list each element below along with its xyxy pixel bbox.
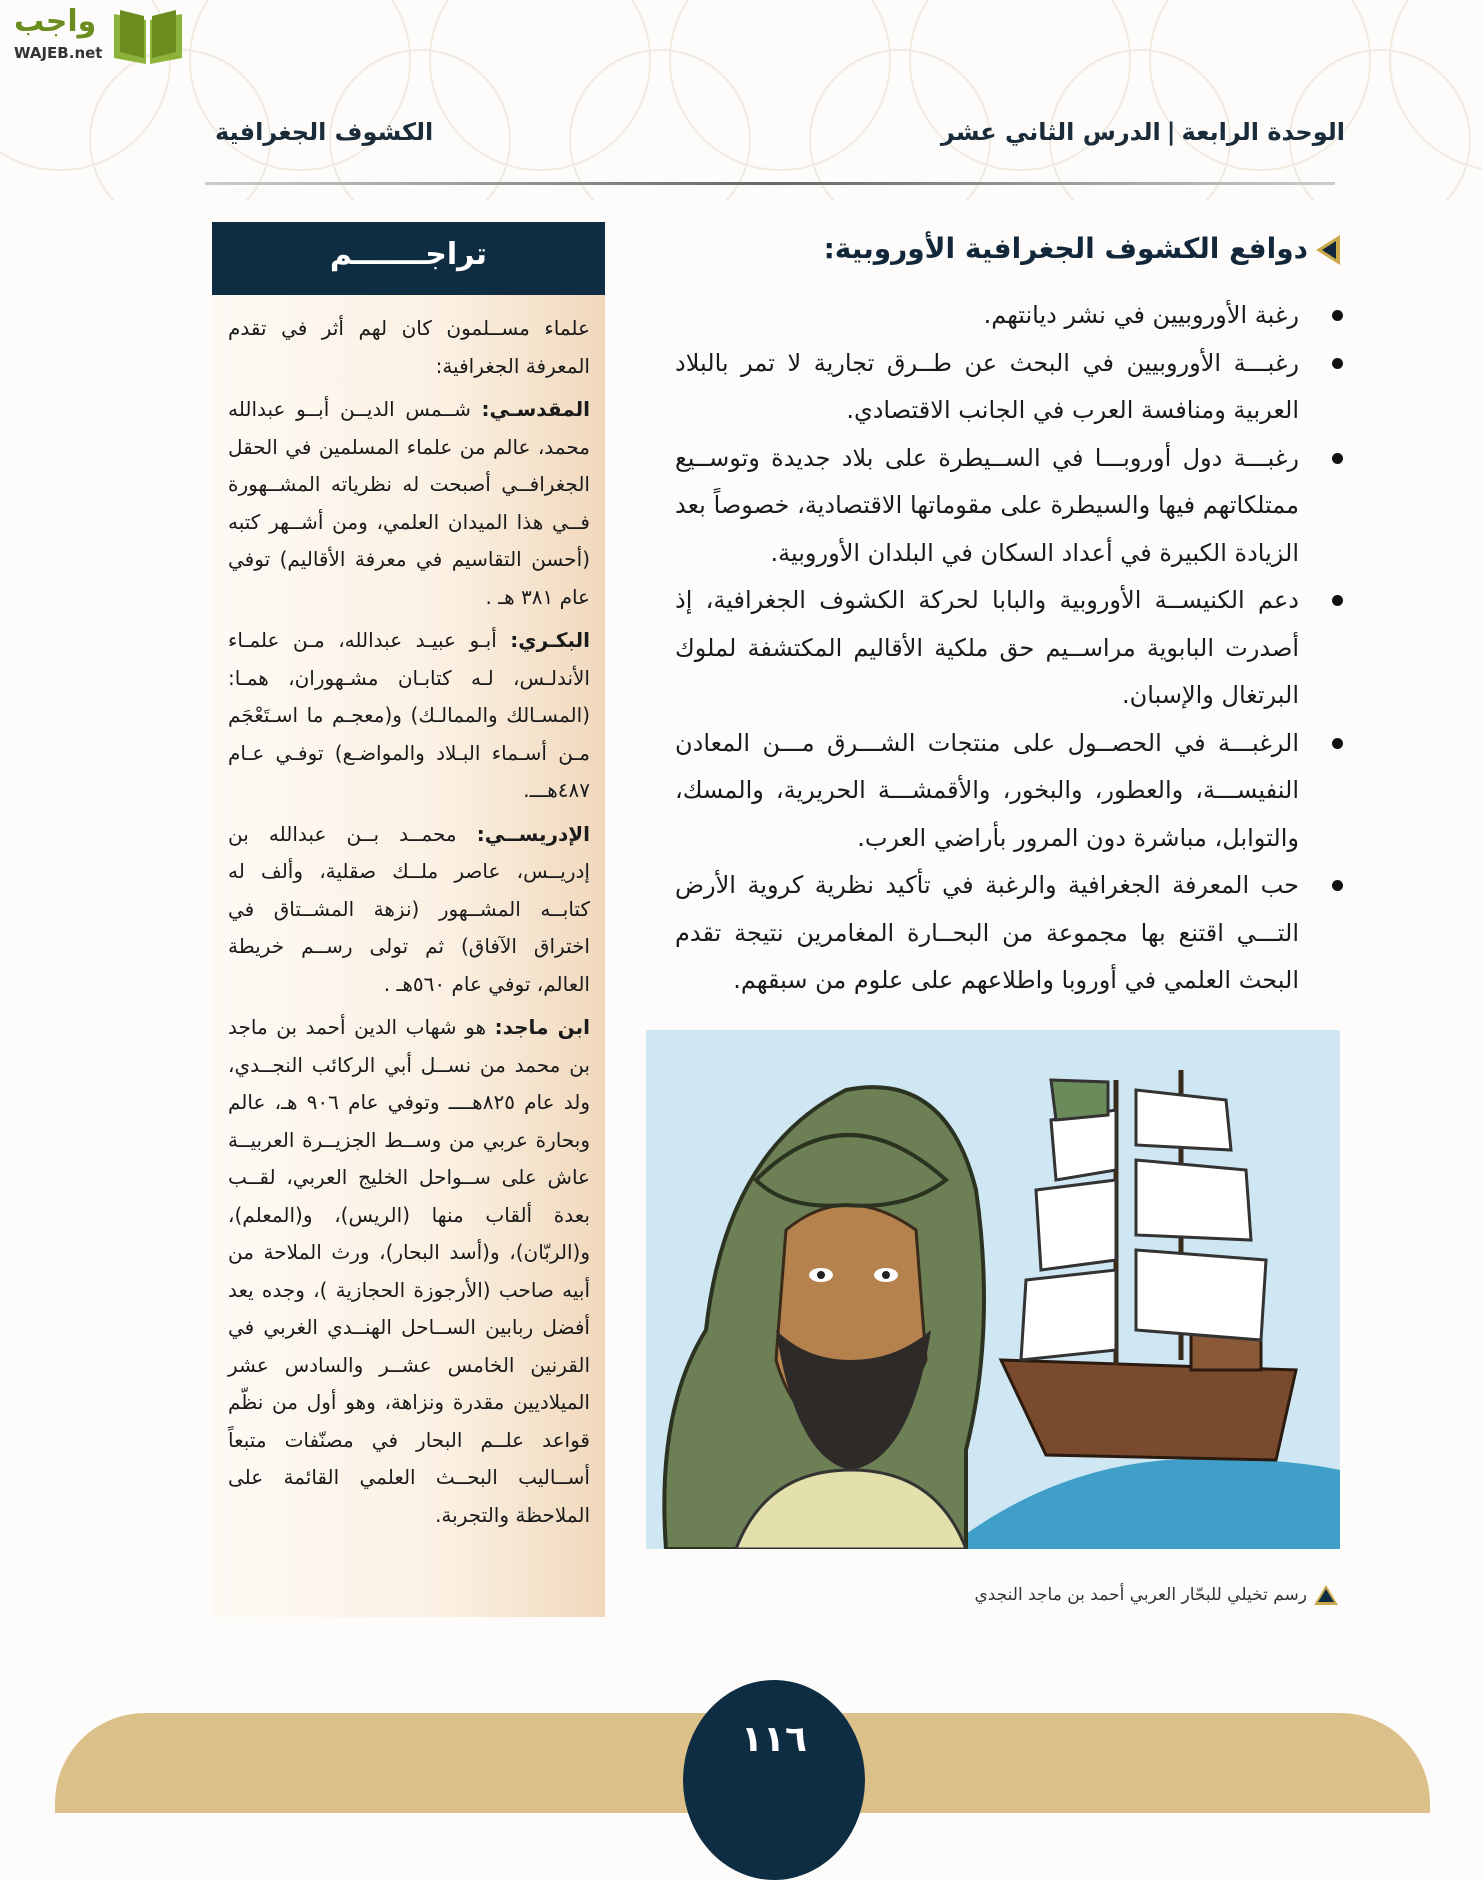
list-item: رغبة الأوروبيين في نشر ديانتهم.: [675, 292, 1345, 340]
biography-text: أبـو عبيـد عبدالله، مـن علمـاء الأندلـس، لـه كتابـان مشـهوران، همـا: (المسـالك والممالـك) و(معجـم ما اسـتَعْجَم مـن أسـماء البـلاد والمواضـع) توفـي عـام ٤٨٧هـــ.: [228, 628, 590, 802]
biography-name: البكـري:: [510, 628, 590, 652]
decorative-pattern: [0, 0, 1482, 200]
caption-text: رسم تخيلي للبحّار العربي أحمد بن ماجد النجدي: [974, 1585, 1307, 1605]
book-icon: [108, 6, 188, 66]
sidebar-title: تراجـــــــم: [212, 222, 605, 295]
triangle-marker-icon: [1316, 235, 1340, 265]
list-item: الرغبـــة في الحصــول على منتجات الشـــرق مـــن المعادن النفيســـة، والعطور، والبخور، والأقمشـــة الحريرية، والمسك، والتوابل، مباشرة دون المرور بأراضي العرب.: [675, 720, 1345, 863]
motives-list: [675, 292, 1345, 1005]
biography-name: ابن ماجد:: [494, 1015, 590, 1039]
logo-arabic: واجب: [14, 4, 97, 39]
biography-text: محمــد بــن عبدالله بن إدريــس، عاصر ملــك صقلية، وألف له كتابــه المشــهور (نزهة المشــتاق في اختراق الآفاق) ثم تولى رســم خريطة العالم، توفي عام ٥٦٠هـ .: [228, 821, 590, 996]
unit-lesson-header: [941, 118, 1345, 146]
header-separator: |: [1166, 118, 1176, 146]
list-item: رغبـــة دول أوروبـــا في الســيطرة على بلاد جديدة وتوســيع ممتلكاتهم فيها والسيطرة على مقوماتها الاقتصادية، خصوصاً بعد الزيادة الكبيرة في أعداد السكان في البلدان الأوروبية.: [675, 435, 1345, 578]
list-item: حب المعرفة الجغرافية والرغبة في تأكيد نظرية كروية الأرض التـــي اقتنع بها مجموعة من البحــارة المغامرين نتيجة تقدم البحث العلمي في أوروبا واطلاعهم على علوم من سبقهم.: [675, 862, 1345, 1005]
topic-header: الكشوف الجغرافية: [215, 118, 434, 146]
ibn-majid-illustration: [646, 1030, 1340, 1549]
section-heading-text: دوافع الكشوف الجغرافية الأوروبية:: [823, 232, 1308, 265]
list-item: رغبـــة الأوروبيين في البحث عن طــرق تجارية لا تمر بالبلاد العربية ومنافسة العرب في الجانب الاقتصادي.: [675, 340, 1345, 435]
logo-latin: WAJEB.net: [14, 44, 103, 62]
triangle-caption-icon: [1313, 1584, 1339, 1606]
biography-text: شــمس الديــن أبــو عبدالله محمد، عالم من علماء المسلمين في الحقل الجغرافــي أصبحت له نظرياته المشــهورة فــي هذا الميدان العلمي، ومن أشــهر كتبه (أحسن التقاسيم في معرفة الأقاليم) توفي عام ٣٨١ هـ .: [228, 397, 590, 609]
section-heading: [824, 232, 1340, 265]
unit-label: الوحدة الرابعة: [1181, 118, 1345, 146]
header-divider: [205, 182, 1335, 185]
biography-text: هو شهاب الدين أحمد بن ماجد بن محمد من نســل أبي الركائب النجــدي، ولد عام ٨٢٥هــــ وتوفي عام ٩٠٦ هـ، عالم وبحارة عربي من وســط الجزيــرة العربيــة عاش على ســواحل الخليج العربي، لقــب بعدة ألقاب منها (الريس)، و(المعلم)، و(الربّان)، و(أسد البحار)، ورث الملاحة من أبيه صاحب (الأرجوزة الحجازية )، وجده يعد أفضل ربابين الســاحل الهنــدي الغربي في القرنين الخامس عشــر والسادس عشر الميلاديين مقدرة ونزاهة، وهو أول من نظّم قواعد علــم البحار في مصنّفات متبعاً أســاليب البحــث العلمي القائمة على الملاحظة والتجربة.: [228, 1015, 590, 1527]
list-item: دعم الكنيســة الأوروبية والبابا لحركة الكشوف الجغرافية، إذ أصدرت البابوية مراســيم حق ملكية الأقاليم المكتشفة لملوك البرتغال والإسبان.: [675, 577, 1345, 720]
lesson-label: الدرس الثاني عشر: [940, 118, 1161, 146]
page-number: ١١٦: [683, 1680, 865, 1880]
wajeb-logo[interactable]: [8, 4, 193, 70]
biography-name: المقدسـي:: [481, 397, 590, 421]
biography-name: الإدريســي:: [476, 821, 590, 846]
biography-entry: [228, 1009, 590, 1534]
biography-entry: [228, 816, 590, 1004]
figure-caption: [974, 1584, 1339, 1606]
sidebar-intro: علماء مســلمون كان لهم أثر في تقدم المعرفة الجغرافية:: [228, 316, 590, 378]
biography-entry: [228, 391, 590, 616]
sidebar-body: [228, 310, 590, 1540]
biography-entry: [228, 622, 590, 810]
